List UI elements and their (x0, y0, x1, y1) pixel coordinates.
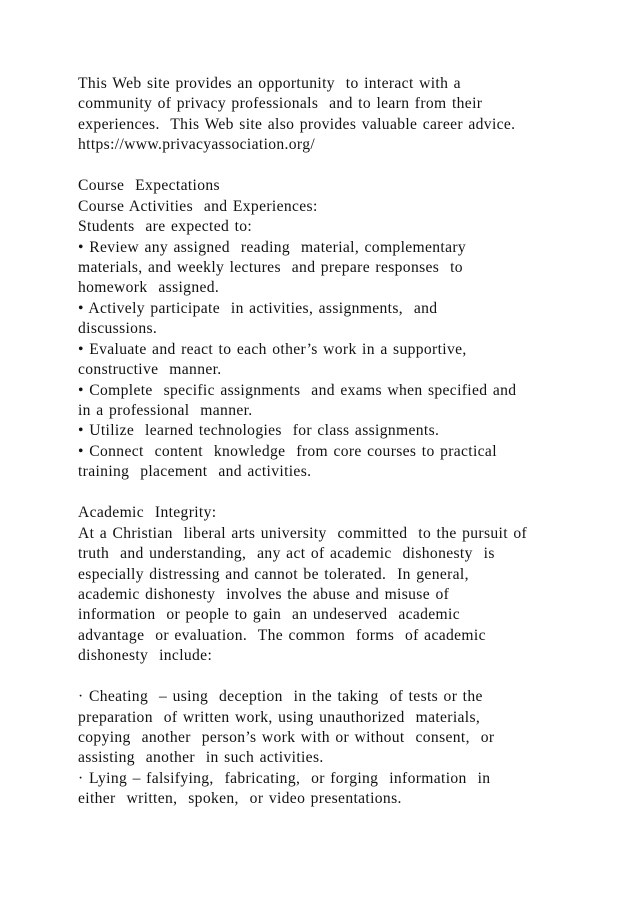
text-line: training placement and activities. (78, 463, 312, 481)
text-line: information or people to gain an undeserved academic (78, 606, 460, 624)
paragraph-gap (78, 483, 618, 503)
section-subheading: Course Activities and Experiences: (78, 197, 318, 215)
text-line: academic dishonesty involves the abuse and misuse of (78, 585, 450, 603)
paragraph-gap (78, 156, 618, 176)
text-line: discussions. (78, 320, 158, 338)
text-line: advantage or evaluation. The common forms of academic (78, 626, 486, 644)
bullet-line: • Utilize learned technologies for class assignments. (78, 422, 440, 440)
section-heading: Course Expectations (78, 177, 220, 195)
intro-paragraph (78, 74, 618, 156)
text-line: materials, and weekly lectures and prepare responses to (78, 258, 463, 276)
bullet-line: • Connect content knowledge from core courses to practical (78, 442, 497, 460)
list-item-cheating: · Cheating – using deception in the taking of tests or the (78, 688, 483, 706)
text-line: truth and understanding, any act of academic dishonesty is (78, 545, 495, 563)
paragraph-gap (78, 667, 618, 687)
text-line: assisting another in such activities. (78, 749, 324, 767)
dishonesty-forms-list (78, 687, 618, 810)
website-url: https://www.privacyassociation.org/ (78, 136, 316, 154)
text-line: This Web site provides an opportunity to interact with a (78, 75, 461, 92)
academic-integrity-section (78, 503, 618, 667)
text-line: At a Christian liberal arts university committed to the pursuit of (78, 524, 528, 542)
text-line: copying another person’s work with or without consent, or (78, 729, 495, 746)
course-expectations-section (78, 176, 618, 483)
bullet-line: • Review any assigned reading material, complementary (78, 238, 467, 256)
text-line: homework assigned. (78, 279, 220, 297)
bullet-line: • Actively participate in activities, assignments, and (78, 299, 438, 317)
list-item-lying: · Lying – falsifying, fabricating, or forging information in (78, 769, 491, 787)
section-heading: Academic Integrity: (78, 504, 217, 522)
text-line: preparation of written work, using unauthorized materials, (78, 708, 481, 726)
text-line: either written, spoken, or video presentations. (78, 790, 402, 808)
text-line: experiences. This Web site also provides valuable career advice. (78, 115, 516, 133)
text-line: in a professional manner. (78, 402, 253, 419)
text-line: community of privacy professionals and to learn from their (78, 95, 483, 113)
text-line: Students are expected to: (78, 218, 253, 236)
text-line: especially distressing and cannot be tolerated. In general, (78, 565, 469, 583)
document-body (78, 74, 618, 810)
bullet-line: • Evaluate and react to each other’s work in a supportive, (78, 340, 467, 358)
text-line: dishonesty include: (78, 647, 213, 665)
bullet-line: • Complete specific assignments and exams when specified and (78, 381, 517, 399)
text-line: constructive manner. (78, 361, 222, 379)
